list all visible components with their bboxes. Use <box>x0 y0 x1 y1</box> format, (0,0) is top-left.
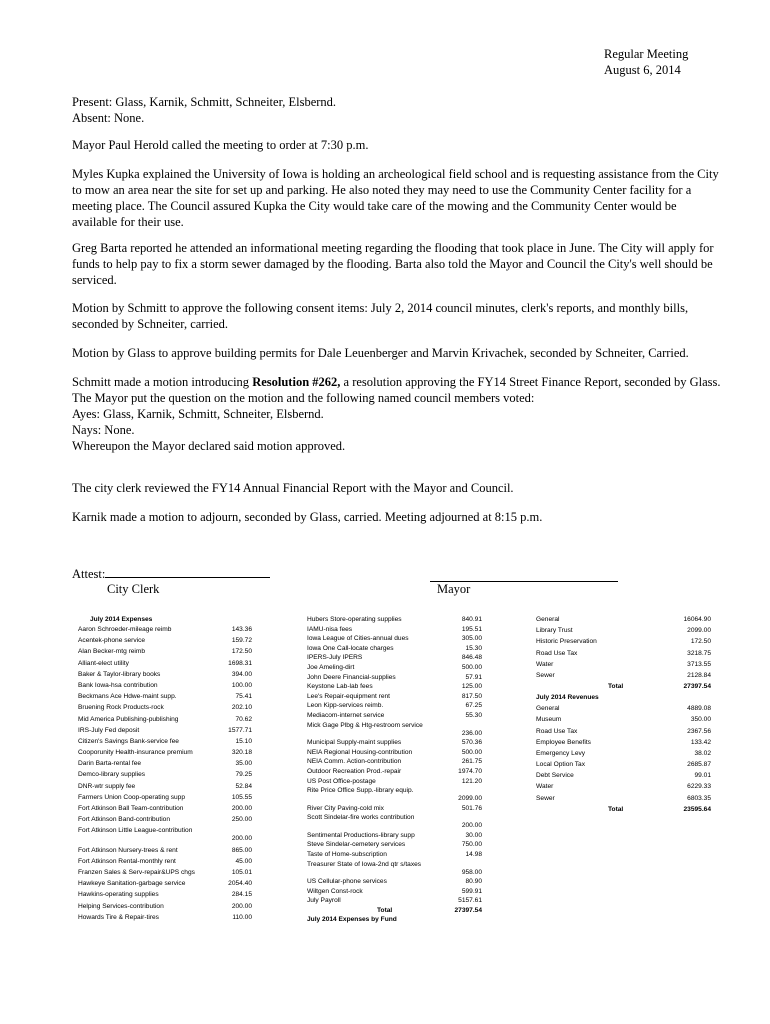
table-row <box>307 635 482 643</box>
table-row <box>78 637 252 645</box>
row-amount: 202.10 <box>231 704 252 712</box>
table-row <box>307 768 482 776</box>
kupka-paragraph: Myles Kupka explained the University of Iowa is holding an archeological field school and is requesting assistance from the City to mow an area near the site for set up and parking. He also noted they may need to use the Community Center facility for a meeting place. The Council assured Kupka the City would take care of the mowing and the Community Center would be available for their use. <box>72 167 719 229</box>
row-amount: 200.00 <box>231 805 252 812</box>
row-label: Sewer <box>536 671 555 679</box>
table-row <box>78 805 252 813</box>
row-label: John Deere Financial-supplies <box>307 673 396 681</box>
row-amount: 500.00 <box>461 748 482 756</box>
table-row <box>536 783 711 791</box>
table-row <box>307 702 482 710</box>
row-amount: 4889.08 <box>687 705 711 713</box>
row-label: Employee Benefits <box>536 738 591 746</box>
row-amount: 570.36 <box>461 739 482 747</box>
row-amount: 958.00 <box>461 868 482 876</box>
resolution-motion: Schmitt made a motion introducing Resolution #262, a resolution approving the FY14 Street Finance Report, seconded by Glass. <box>72 375 721 389</box>
table-row <box>307 674 482 682</box>
present-line: Present: Glass, Karnik, Schmitt, Schneiter, Elsbernd. <box>72 95 337 109</box>
table-row <box>307 758 482 766</box>
barta-paragraph: Greg Barta reported he attended an informational meeting regarding the flooding that took place in June. The City will apply for funds to help pay to fix a storm sewer damaged by the flooding. Barta also told the Mayor and Council the City's well should be serviced. <box>72 241 714 287</box>
row-label: Iowa One Call-locate charges <box>307 644 394 652</box>
resolution-block <box>72 374 722 454</box>
mayor-line <box>430 567 618 582</box>
row-amount: 394.00 <box>231 670 252 678</box>
row-amount: 5157.61 <box>458 897 482 905</box>
row-amount: 320.18 <box>231 749 252 757</box>
meeting-header <box>604 46 688 78</box>
table-row <box>78 816 252 824</box>
table-row <box>536 650 711 658</box>
row-label: Hawkeye Sanitation-garbage service <box>78 880 186 888</box>
table-row <box>307 888 482 896</box>
row-amount: 70.62 <box>235 715 252 723</box>
clerk-label: City Clerk <box>107 582 160 596</box>
attest-label: Attest: <box>72 567 106 581</box>
row-label: IRS-July Fed deposit <box>78 726 140 734</box>
revenues-title: July 2014 Revenues <box>536 694 599 702</box>
total-row <box>536 683 711 691</box>
row-label: Iowa League of Cities-annual dues <box>307 635 409 643</box>
row-amount: 305.00 <box>461 635 482 643</box>
row-amount: 80.90 <box>465 878 482 886</box>
row-label: Acentek-phone service <box>78 637 146 645</box>
table-row <box>536 705 711 713</box>
table-row <box>307 739 482 747</box>
table-row <box>78 794 252 802</box>
table-row <box>307 616 482 624</box>
resolution-number: Resolution #262, <box>252 375 341 389</box>
table-row <box>307 626 482 634</box>
row-label: Rite Price Office Supp.-library equip. <box>307 787 414 795</box>
row-amount: 1577.71 <box>228 726 252 734</box>
table-row <box>78 858 252 866</box>
attest-line <box>105 577 270 578</box>
row-label: Total <box>608 805 624 813</box>
row-amount: 172.50 <box>690 638 711 646</box>
row-label: River City Paving-cold mix <box>307 804 384 812</box>
row-amount: 2685.87 <box>687 761 711 769</box>
permits-motion: Motion by Glass to approve building permits for Dale Leuenberger and Marvin Krivachek, seconded by Schneiter, Carried. <box>72 346 689 360</box>
nays-line: Nays: None. <box>72 423 135 437</box>
row-amount: 599.91 <box>461 887 482 895</box>
row-label: NEIA Comm. Action-contribution <box>307 758 402 766</box>
row-amount: 79.25 <box>235 771 252 779</box>
row-label: Wiltgen Const-rock <box>307 887 363 895</box>
table-row <box>307 832 482 840</box>
row-label: Emergency Levy <box>536 749 586 757</box>
row-amount: 865.00 <box>231 846 252 854</box>
table-row <box>78 660 252 668</box>
row-amount: 817.50 <box>461 692 482 700</box>
row-amount: 2367.56 <box>687 727 711 735</box>
row-amount: 125.00 <box>461 683 482 691</box>
table-row <box>307 712 482 720</box>
expenses-column-2 <box>307 616 482 927</box>
table-row <box>307 664 482 672</box>
row-label: Library Trust <box>536 627 573 635</box>
row-amount: 3218.75 <box>687 649 711 657</box>
row-amount: 1698.31 <box>228 659 252 667</box>
table-row <box>536 627 711 635</box>
row-label: Water <box>536 660 554 668</box>
row-label: Museum <box>536 716 562 724</box>
row-amount: 200.00 <box>231 902 252 910</box>
row-label: Alliant-elect utility <box>78 659 129 667</box>
table-row <box>536 750 711 758</box>
row-label: Darin Barta-rental fee <box>78 760 142 768</box>
row-label: Bank Iowa-hsa contribution <box>78 681 158 689</box>
table-row <box>307 722 482 738</box>
row-label: Fort Atkinson Band-contribution <box>78 816 170 824</box>
row-label: Total <box>608 683 624 691</box>
attest-signature <box>72 567 270 582</box>
row-label: Municipal Supply-maint supplies <box>307 739 402 747</box>
row-amount: 2099.00 <box>458 795 482 803</box>
row-label: Scott Sindelar-fire works contribution <box>307 814 415 822</box>
row-amount: 2128.84 <box>687 671 711 679</box>
table-row <box>536 728 711 736</box>
row-label: Lee's Repair-equipment rent <box>307 692 390 700</box>
table-row <box>307 749 482 757</box>
table-row <box>307 683 482 691</box>
table-row <box>78 738 252 746</box>
row-label: Debt Service <box>536 772 574 780</box>
row-amount: 14.98 <box>465 851 482 859</box>
row-amount: 52.84 <box>235 782 252 790</box>
row-label: IAMU-nisa fees <box>307 625 353 633</box>
table-row <box>307 645 482 653</box>
row-label: Aaron Schroeder-mileage reimb <box>78 626 172 633</box>
row-label: Alan Becker-mtg reimb <box>78 648 146 656</box>
total-row <box>536 806 711 814</box>
table-row <box>78 727 252 735</box>
row-label: DNR-wtr supply fee <box>78 782 136 790</box>
row-amount: 6229.33 <box>687 783 711 791</box>
row-label: Taste of Home-subscription <box>307 851 387 859</box>
consent-motion: Motion by Schmitt to approve the following consent items: July 2, 2014 council minutes, clerk's reports, and monthly bills, seconded by Schneiter, carried. <box>72 301 689 331</box>
table-row <box>78 869 252 877</box>
row-label: Leon Kipp-services reimb. <box>307 702 384 710</box>
whereupon-line: Whereupon the Mayor declared said motion approved. <box>72 439 346 453</box>
row-amount: 105.01 <box>231 868 252 876</box>
table-row <box>307 805 482 813</box>
row-label: NEIA Regional Housing-contribution <box>307 748 413 756</box>
row-amount: 27397.54 <box>454 907 482 915</box>
table-row <box>536 672 711 680</box>
row-label: Sentimental Productions-library supp <box>307 831 415 839</box>
adjourn-motion: Karnik made a motion to adjourn, seconded by Glass, carried. Meeting adjourned at 8:15 p.m. <box>72 510 543 524</box>
row-amount: 15.10 <box>235 737 252 745</box>
table-row <box>78 704 252 712</box>
row-label: Cooporunity Health-insurance premium <box>78 749 193 757</box>
table-row <box>78 914 252 922</box>
row-label: Joe Ameling-dirt <box>307 663 355 671</box>
row-label: Mid America Publishing-publishing <box>78 715 179 723</box>
row-label: Total <box>377 907 393 915</box>
expenses-by-fund-title: July 2014 Expenses by Fund <box>307 916 397 924</box>
row-amount: 500.00 <box>461 663 482 671</box>
meeting-type: Regular Meeting <box>604 47 689 61</box>
row-label: Road Use Tax <box>536 727 578 735</box>
row-amount: 35.00 <box>235 760 252 768</box>
row-amount: 75.41 <box>235 693 252 701</box>
table-row <box>78 783 252 791</box>
row-amount: 30.00 <box>465 831 482 839</box>
table-row <box>307 851 482 859</box>
row-label: Steve Sindelar-cemetery services <box>307 841 406 849</box>
table-row <box>536 772 711 780</box>
row-amount: 15.30 <box>465 644 482 652</box>
row-amount: 200.00 <box>461 822 482 830</box>
row-amount: 501.76 <box>461 804 482 812</box>
row-label: Treasurer State of Iowa-2nd qtr s/taxes <box>307 860 422 868</box>
table-row <box>307 841 482 849</box>
attendance <box>72 94 722 126</box>
row-amount: 27397.54 <box>683 683 711 691</box>
row-label: Mediacom-internet service <box>307 711 385 719</box>
row-label: Road Use Tax <box>536 649 578 657</box>
table-row <box>78 716 252 724</box>
mayor-label: Mayor <box>437 582 471 596</box>
row-label: General <box>536 616 560 623</box>
row-label: Mick Gage Plbg & Htg-restroom service <box>307 721 423 729</box>
row-amount: 55.30 <box>465 711 482 719</box>
row-label: Howards Tire & Repair-tires <box>78 913 159 921</box>
row-amount: 121.20 <box>461 777 482 785</box>
table-row <box>536 638 711 646</box>
ayes-line: Ayes: Glass, Karnik, Schmitt, Schneiter, Elsbernd. <box>72 407 324 421</box>
table-row <box>78 626 252 634</box>
table-row <box>78 648 252 656</box>
row-amount: 3713.55 <box>687 660 711 668</box>
table-row <box>78 671 252 679</box>
row-amount: 846.48 <box>461 654 482 662</box>
table-row <box>307 861 482 877</box>
row-label: Helping Services-contribution <box>78 902 164 910</box>
row-amount: 110.00 <box>232 913 252 921</box>
table-row <box>536 795 711 803</box>
row-label: Farmers Union Coop-operating supp <box>78 793 186 801</box>
row-amount: 840.91 <box>461 616 482 623</box>
row-label: Water <box>536 783 554 791</box>
table-row <box>307 693 482 701</box>
table-row <box>307 654 482 662</box>
row-label: IPERS-July IPERS <box>307 654 363 662</box>
table-row <box>78 749 252 757</box>
vote-question: The Mayor put the question on the motion and the following named council members voted: <box>72 391 535 405</box>
row-amount: 6803.35 <box>687 794 711 802</box>
row-label: Historic Preservation <box>536 638 597 646</box>
table-row <box>78 827 252 843</box>
row-label: Fort Atkinson Nursery-trees & rent <box>78 846 178 854</box>
row-amount: 67.25 <box>465 702 482 710</box>
expenses-title: July 2014 Expenses <box>90 616 153 623</box>
row-amount: 57.91 <box>465 673 482 681</box>
row-label: Fort Atkinson Little League-contribution <box>78 827 193 835</box>
row-amount: 200.00 <box>231 835 252 843</box>
call-to-order: Mayor Paul Herold called the meeting to order at 7:30 p.m. <box>72 138 369 152</box>
table-row <box>536 661 711 669</box>
table-row <box>307 814 482 830</box>
table-row <box>78 771 252 779</box>
expenses-column-1 <box>78 616 252 925</box>
row-label: Citizen's Savings Bank-service fee <box>78 737 179 745</box>
row-label: General <box>536 705 560 713</box>
table-row <box>536 616 711 624</box>
table-row <box>78 693 252 701</box>
row-label: Franzen Sales & Serv-repair&UPS chgs <box>78 868 195 876</box>
row-amount: 261.75 <box>461 758 482 766</box>
row-label: Hawkins-operating supplies <box>78 891 159 899</box>
row-amount: 143.36 <box>231 626 252 633</box>
fy14-report: The city clerk reviewed the FY14 Annual Financial Report with the Mayor and Council. <box>72 481 514 495</box>
table-row <box>307 897 482 905</box>
row-amount: 100.00 <box>231 681 252 689</box>
table-row <box>78 682 252 690</box>
table-row <box>307 787 482 803</box>
row-amount: 750.00 <box>461 841 482 849</box>
table-row <box>307 778 482 786</box>
row-amount: 159.72 <box>231 637 252 645</box>
total-row <box>307 907 482 915</box>
row-label: Sewer <box>536 794 555 802</box>
row-amount: 99.01 <box>694 772 711 780</box>
row-label: Demco-library supplies <box>78 771 146 779</box>
row-label: US Cellular-phone services <box>307 878 387 886</box>
row-label: Hubers Store-operating supplies <box>307 616 402 623</box>
row-amount: 284.15 <box>231 891 252 899</box>
row-label: Baker & Taylor-library books <box>78 670 161 678</box>
row-label: US Post Office-postage <box>307 777 376 785</box>
row-amount: 350.00 <box>690 716 711 724</box>
row-amount: 172.50 <box>231 648 252 656</box>
row-label: Fort Atkinson Rental-monthly rent <box>78 857 176 865</box>
funds-revenues-column <box>536 616 711 817</box>
row-amount: 195.51 <box>461 625 482 633</box>
row-amount: 45.00 <box>235 857 252 865</box>
table-row <box>536 716 711 724</box>
table-row <box>78 880 252 888</box>
row-amount: 2054.40 <box>228 880 252 888</box>
absent-line: Absent: None. <box>72 111 145 125</box>
table-row <box>536 739 711 747</box>
row-amount: 2099.00 <box>687 627 711 635</box>
row-label: Bruening Rock Products-rock <box>78 704 164 712</box>
table-row <box>78 891 252 899</box>
table-row <box>78 760 252 768</box>
table-row <box>536 761 711 769</box>
row-label: Keystone Lab-lab fees <box>307 683 373 691</box>
row-amount: 236.00 <box>461 729 482 737</box>
table-row <box>307 878 482 886</box>
row-amount: 250.00 <box>231 816 252 824</box>
row-amount: 133.42 <box>690 738 711 746</box>
row-amount: 16064.90 <box>683 616 711 623</box>
meeting-date: August 6, 2014 <box>604 63 681 77</box>
row-amount: 23595.64 <box>683 805 711 813</box>
row-label: July Payroll <box>307 897 341 905</box>
row-label: Beckmans Ace Hdwe-maint supp. <box>78 693 177 701</box>
row-label: Fort Atkinson Ball Team-contribution <box>78 805 184 812</box>
row-amount: 1974.70 <box>458 767 482 775</box>
row-label: Outdoor Recreation Prod.-repair <box>307 767 402 775</box>
table-row <box>78 903 252 911</box>
table-row <box>78 847 252 855</box>
row-amount: 105.55 <box>231 793 252 801</box>
row-amount: 38.02 <box>694 749 711 757</box>
row-label: Local Option Tax <box>536 761 585 769</box>
